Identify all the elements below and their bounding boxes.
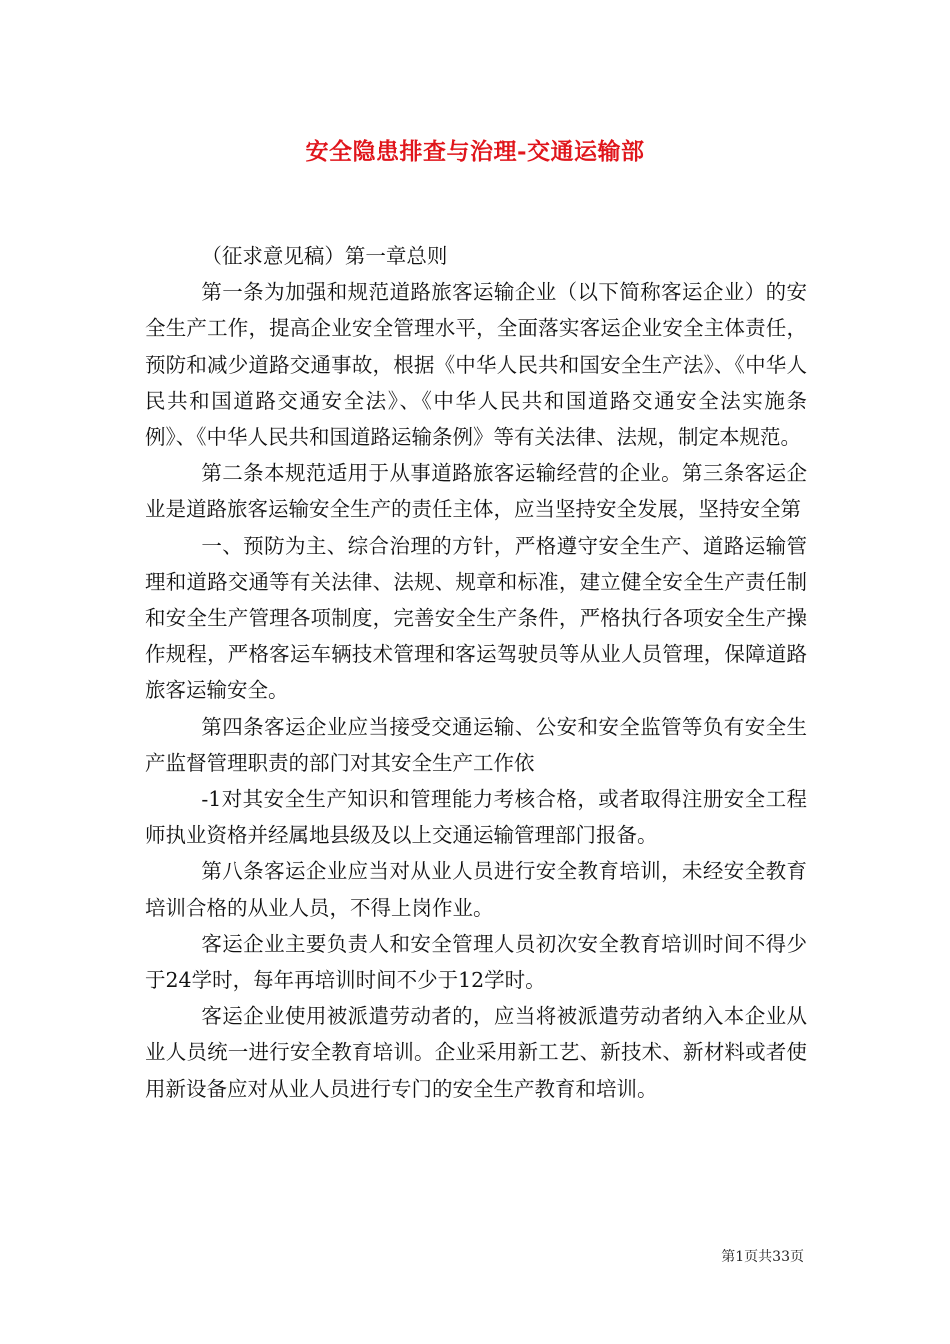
page-title: 安全隐患排查与治理-交通运输部: [305, 138, 645, 165]
paragraph-article-1: 第一条为加强和规范道路旅客运输企业（以下简称客运企业）的安全生产工作，提高企业安全管理水平，全面落实客运企业安全主体责任，预防和减少道路交通事故，根据《中华人民共和国安全生产法》、《中华人民共和国道路交通安全法》、《中华人民共和国道路交通安全法实施条例》、《中华人民共和国道路运输条例》等有关法律、法规，制定本规范。: [145, 280, 807, 450]
paragraph-assessment: -1对其安全生产知识和管理能力考核合格，或者取得注册安全工程师执业资格并经属地县级及以上交通运输管理部门报备。: [145, 787, 807, 848]
paragraph-dispatched-workers: 客运企业使用被派遣劳动者的，应当将被派遣劳动者纳入本企业从业人员统一进行安全教育培训。企业采用新工艺、新技术、新材料或者使用新设备应对从业人员进行专门的安全生产教育和培训。: [145, 1004, 807, 1101]
page-number: 第1页共33页: [721, 1249, 804, 1265]
paragraph-draft-heading: （征求意见稿）第一章总则: [201, 244, 448, 268]
paragraph-policy: 一、预防为主、综合治理的方针，严格遵守安全生产、道路运输管理和道路交通等有关法律、法规、规章和标准，建立健全安全生产责任制和安全生产管理各项制度，完善安全生产条件，严格执行各项安全生产操作规程，严格客运车辆技术管理和客运驾驶员等从业人员管理，保障道路旅客运输安全。: [145, 533, 807, 703]
paragraph-article-8: 第八条客运企业应当对从业人员进行安全教育培训，未经安全教育培训合格的从业人员，不得上岗作业。: [145, 859, 807, 920]
paragraph-training-hours: 客运企业主要负责人和安全管理人员初次安全教育培训时间不得少于24学时，每年再培训时间不少于12学时。: [145, 931, 807, 993]
paragraph-article-2-3: 第二条本规范适用于从事道路旅客运输经营的企业。第三条客运企业是道路旅客运输安全生产的责任主体，应当坚持安全发展，坚持安全第: [145, 461, 807, 522]
document-body: [145, 238, 807, 1107]
paragraph-article-4: 第四条客运企业应当接受交通运输、公安和安全监管等负有安全生产监督管理职责的部门对其安全生产工作依: [145, 714, 807, 775]
